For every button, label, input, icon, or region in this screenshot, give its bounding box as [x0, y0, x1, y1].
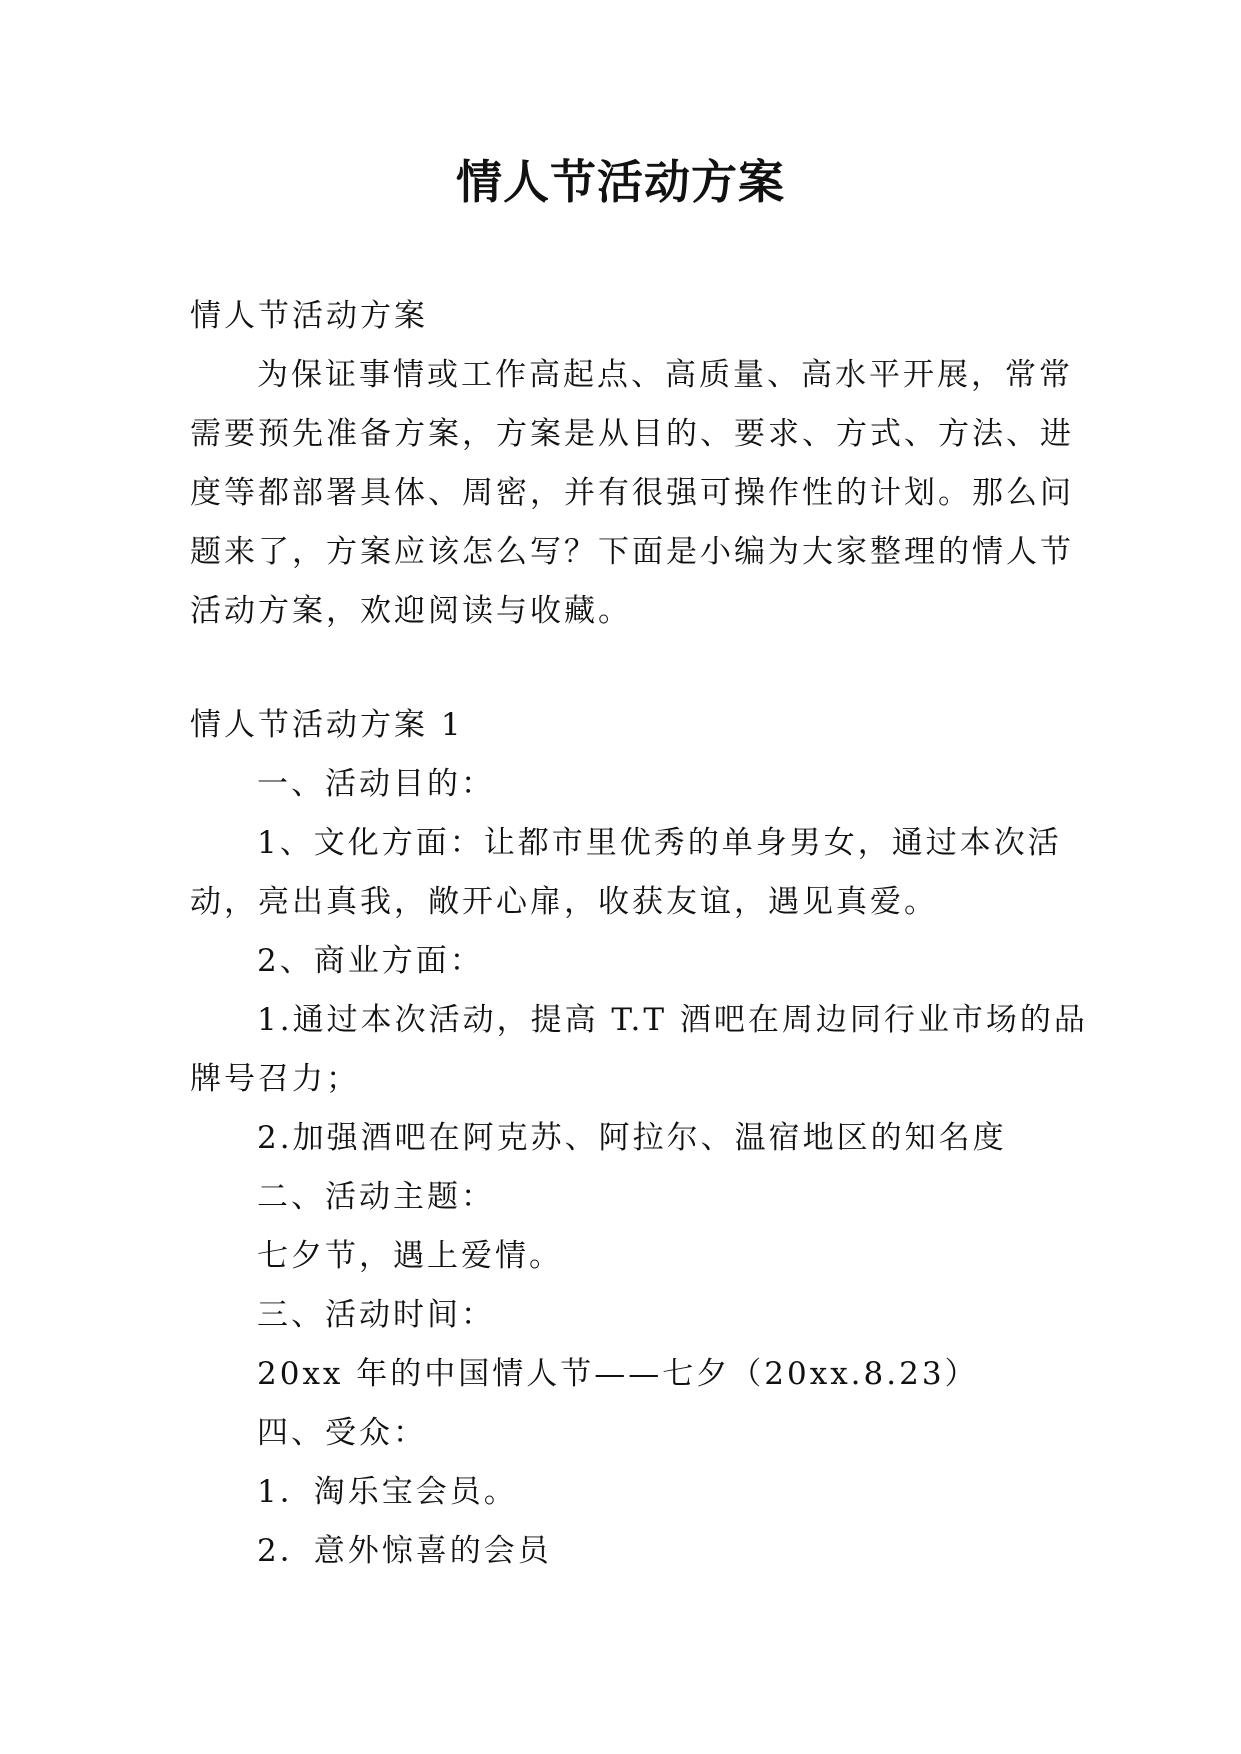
body-line: 三、活动时间：	[257, 1297, 495, 1333]
body-line: 2、商业方面：	[257, 943, 484, 979]
body-line: 1、文化方面：让都市里优秀的单身男女，通过本次活	[257, 825, 1062, 861]
body-line: 2.加强酒吧在阿克苏、阿拉尔、温宿地区的知名度	[257, 1120, 1007, 1156]
body-line: 1.通过本次活动，提高 T.T 酒吧在周边同行业市场的品	[257, 1002, 1088, 1038]
body-line: 一、活动目的：	[257, 766, 495, 802]
body-line: 1．淘乐宝会员。	[257, 1474, 518, 1510]
intro-line: 为保证事情或工作高起点、高质量、高水平开展，常常	[257, 357, 1073, 393]
body-line: 牌号召力；	[190, 1061, 360, 1097]
document-title: 情人节活动方案	[456, 155, 785, 209]
intro-line: 活动方案，欢迎阅读与收藏。	[190, 593, 632, 629]
intro-line: 需要预先准备方案，方案是从目的、要求、方式、方法、进	[190, 416, 1074, 452]
body-line: 二、活动主题：	[257, 1179, 495, 1215]
body-line: 动，亮出真我，敞开心扉，收获友谊，遇见真爱。	[190, 884, 938, 920]
section-heading: 情人节活动方案 1	[190, 707, 464, 743]
body-line: 20xx 年的中国情人节——七夕（20xx.8.23）	[257, 1356, 979, 1392]
body-line: 七夕节，遇上爱情。	[257, 1238, 563, 1274]
body-line: 2．意外惊喜的会员	[257, 1533, 552, 1569]
intro-line: 度等都部署具体、周密，并有很强可操作性的计划。那么问	[190, 475, 1074, 511]
body-line: 四、受众：	[257, 1415, 427, 1451]
intro-line: 题来了，方案应该怎么写？下面是小编为大家整理的情人节	[190, 534, 1074, 570]
document-subtitle: 情人节活动方案	[190, 298, 428, 334]
